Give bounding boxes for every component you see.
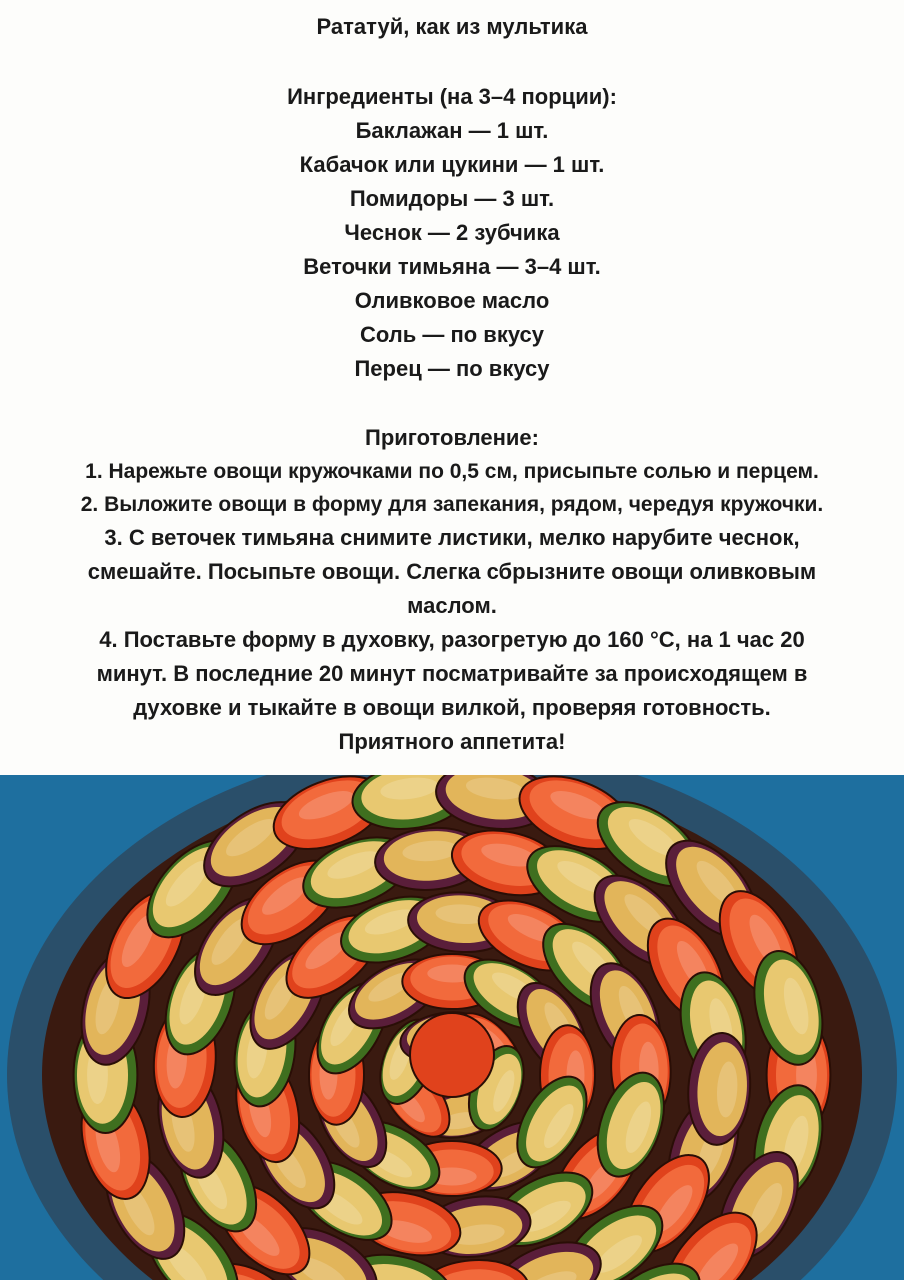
ingredient-item: Помидоры — 3 шт.	[349, 186, 555, 211]
ratatouille-photo	[0, 775, 904, 1280]
ingredient-item: Соль — по вкусу	[359, 322, 545, 347]
ingredient-item: Баклажан — 1 шт.	[355, 118, 549, 143]
recipe-title: Рататуй, как из мультика	[316, 14, 588, 39]
preparation-line: духовке и тыкайте в овощи вилкой, проверяя готовность.	[133, 695, 771, 720]
preparation-line: 4. Поставьте форму в духовку, разогретую до 160 °С, на 1 час 20	[99, 627, 805, 652]
ingredient-item: Перец — по вкусу	[354, 356, 550, 381]
center-tomato-slice	[410, 1013, 494, 1097]
ingredients-heading: Ингредиенты (на 3–4 порции):	[287, 84, 617, 109]
ingredient-item: Кабачок или цукини — 1 шт.	[299, 152, 605, 177]
preparation-line: смешайте. Посыпьте овощи. Слегка сбрызните овощи оливковым	[87, 559, 817, 584]
preparation-line: маслом.	[407, 593, 497, 618]
preparation-line: 2. Выложите овощи в форму для запекания, рядом, чередуя кружочки.	[80, 493, 824, 516]
ingredient-item: Оливковое масло	[354, 288, 550, 313]
preparation-line: минут. В последние 20 минут посматривайте за происходящем в	[96, 661, 808, 686]
closing-line: Приятного аппетита!	[338, 729, 566, 754]
ingredient-item: Веточки тимьяна — 3–4 шт.	[303, 254, 601, 279]
preparation-heading: Приготовление:	[365, 425, 539, 450]
ratatouille-illustration	[0, 775, 904, 1280]
ingredient-item: Чеснок — 2 зубчика	[344, 220, 560, 245]
preparation-line: 3. С веточек тимьяна снимите листики, мелко нарубите чеснок,	[104, 525, 800, 550]
preparation-line: 1. Нарежьте овощи кружочками по 0,5 см, присыпьте солью и перцем.	[85, 460, 819, 483]
